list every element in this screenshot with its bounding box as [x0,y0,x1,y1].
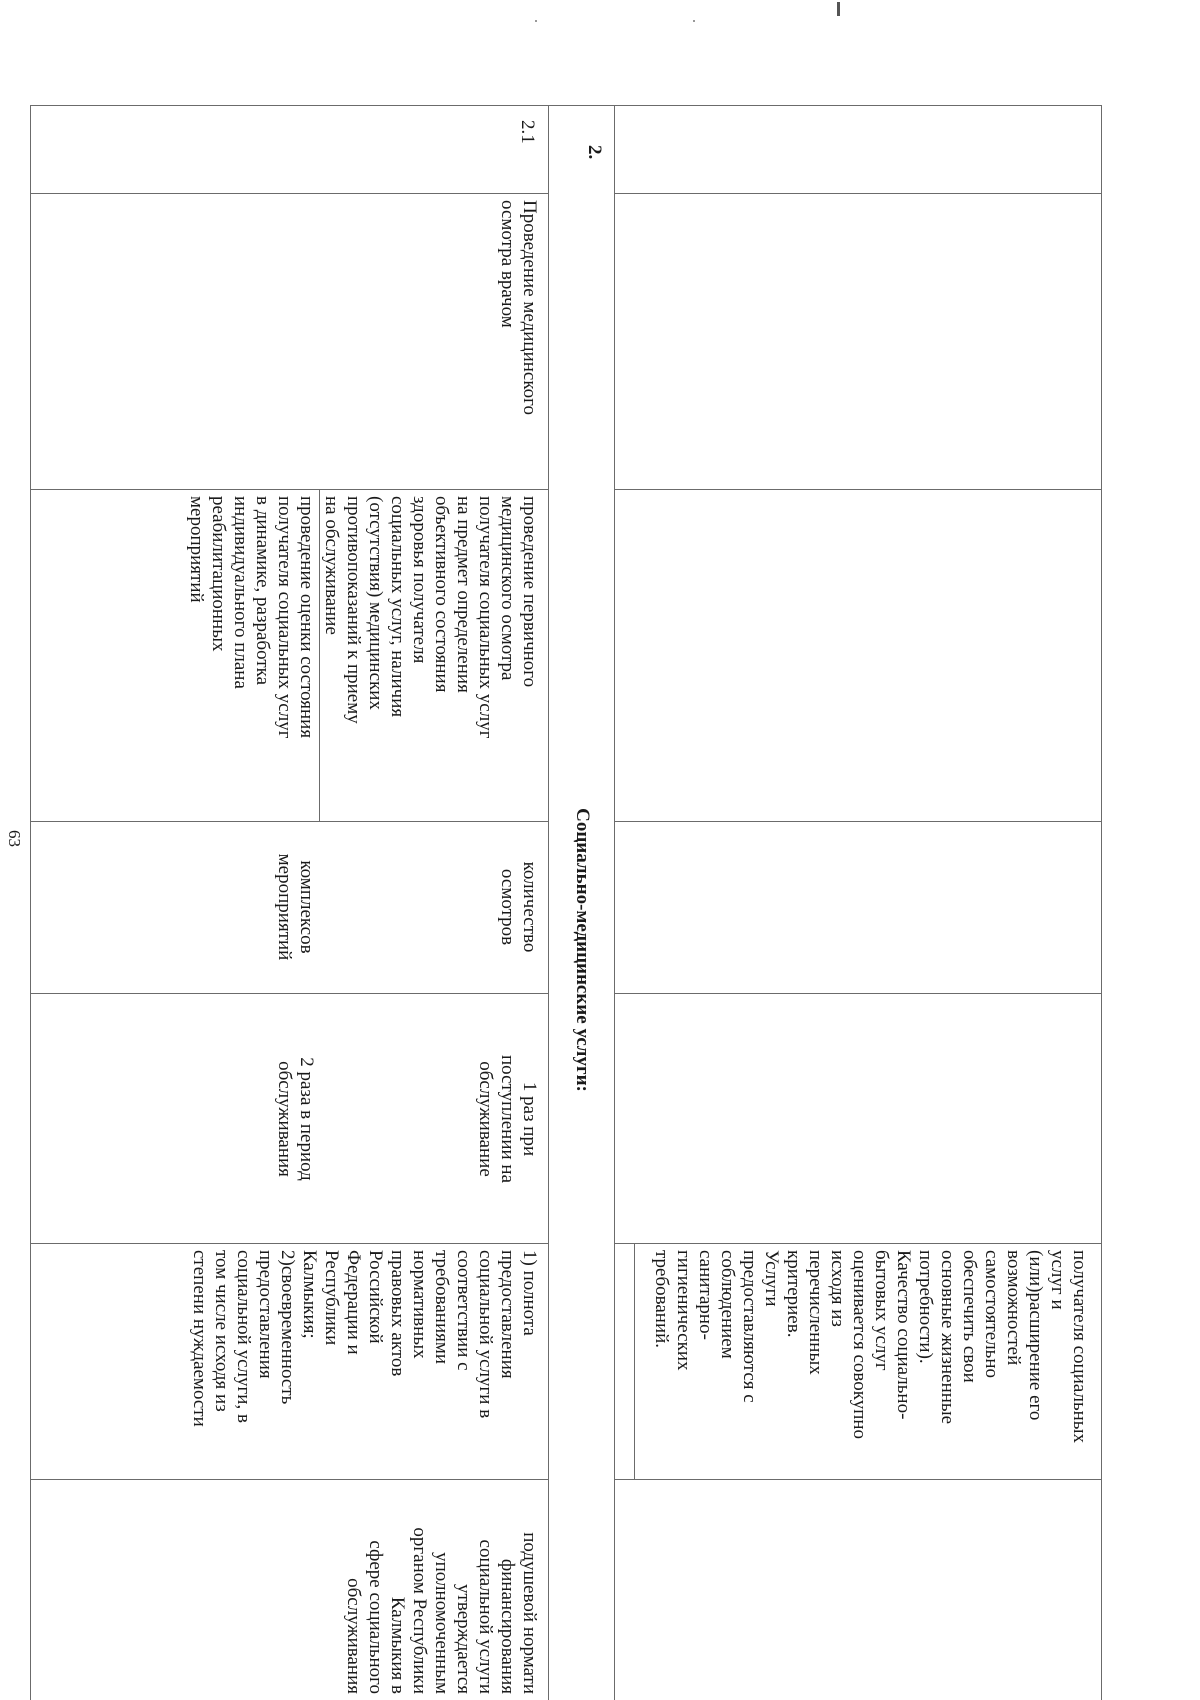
scan-speck [535,20,537,22]
column-divider-6 [614,1479,1102,1480]
column-divider-5 [614,1243,1102,1244]
column-divider-4 [614,993,1102,994]
service-content-initial-exam: проведение первичного медицинского осмотра получателя социальных услуг на предмет определения объективного состояния здоровья получателя социальных услуг, наличия (отсутствия) медицинских противопоказаний к приему на обслуживание [321,496,540,739]
quality-criteria-text: 1) полнота предоставления социальной услуги в соответствии с требованиями нормативных правовых актов Российской Федерации и Республики Калмыкия; 2)своевременность предоставления социальной услуги, в том числе исходя из степени нуждаемости [189,1250,540,1427]
column-divider-3 [614,821,1102,822]
row-number: 2.1 [517,120,538,144]
column-divider-2 [614,489,1102,490]
table-border-top [1101,105,1102,1700]
column-divider-5b [30,1243,549,1244]
frequency-on-admission: 1 раз при поступлении на обслуживание [475,1054,540,1184]
section-number: 2. [584,145,605,160]
frequency-per-period: 2 раза в период обслуживания [274,1057,317,1181]
table-line-section [614,105,615,1700]
column-divider-3b [30,821,549,822]
financing-text: подушевой нормати финансирования социальной услуги утверждается уполномоченным органом Республики Калмыкия в сфере социального обслуживания [343,1527,540,1694]
section-title: Социально-медицинские услуги: [572,808,593,1092]
unit-of-measure-complexes: комплексов мероприятий [274,853,317,961]
content-divider [319,489,320,822]
scan-speck [693,20,695,22]
table-border-left [30,105,1102,106]
page-number: 63 [5,830,24,847]
column-divider-1b [30,193,549,194]
service-content-assessment: проведение оценки состояния получателя социальных услуг в динамике, разработка индивидуального плана реабилитационных мероприятий [186,496,317,739]
column-divider-1 [614,193,1102,194]
table-line-section-bottom [548,105,549,1700]
service-name: Проведение медицинского осмотра врачом [497,200,540,415]
scan-mark [837,2,840,16]
quality-criteria-text-continued: получателя социальных услуг и (или)расширение его возможностей самостоятельно обеспечить свои основные жизненные потребности). Качество социально- бытовых услуг оценивается совокупно исходя из перечисленных критериев. Услуги предоставляются с соблюдением санитарно- гигиенических требований. [651,1250,1090,1444]
unit-of-measure-exams: количество осмотров [497,861,540,953]
quality-cell-top [634,1243,635,1480]
table-border-bottom [30,105,31,1700]
column-divider-6b [30,1479,549,1480]
column-divider-4b [30,993,549,994]
column-divider-2b [30,489,549,490]
